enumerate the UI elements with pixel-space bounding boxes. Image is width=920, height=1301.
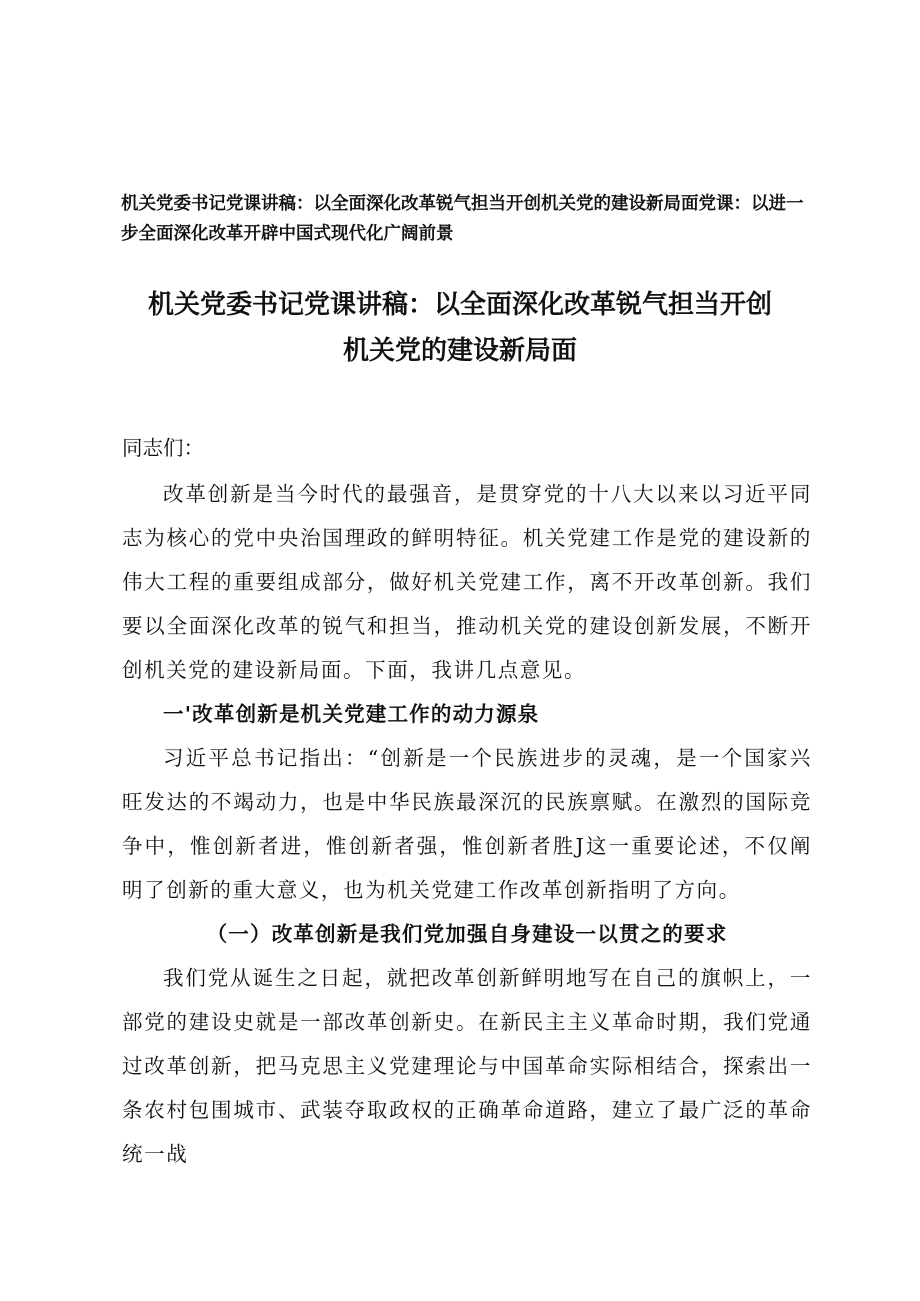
paragraph-section-1: 习近平总书记指出：“创新是一个民族进步的灵魂，是一个国家兴旺发达的不竭动力，也是中华民族最深沉的民族禀赋。在激烈的国际竞争中，惟创新者进，惟创新者强，惟创新者胜J这一重要论述，不仅阐明了创新的重大意义，也为机关党建工作改革创新指明了方向。 bbox=[122, 746, 812, 902]
paragraph-introduction: 改革创新是当今时代的最强音，是贯穿党的十八大以来以习近平同志为核心的党中央治国理政的鲜明特征。机关党建工作是党的建设新的伟大工程的重要组成部分，做好机关党建工作，离不开改革创新。我们要以全面深化改革的锐气和担当，推动机关党的建设创新发展，不断开创机关党的建设新局面。下面，我讲几点意见。 bbox=[122, 482, 812, 682]
subsection-heading-1-1: （一）改革创新是我们党加强自身建设一以贯之的要求 bbox=[206, 922, 728, 946]
title-line-1: 机关党委书记党课讲稿：以全面深化改革锐气担当开创 bbox=[147, 290, 772, 320]
document-caption: 机关党委书记党课讲稿：以全面深化改革锐气担当开创机关党的建设新局面党课：以进一步全面深化改革开辟中国式现代化广阔前景 bbox=[121, 194, 804, 244]
document-body bbox=[122, 428, 812, 1176]
paragraph-subsection-1-1: 我们党从诞生之日起，就把改革创新鲜明地写在自己的旗帜上，一部党的建设史就是一部改革创新史。在新民主主义革命时期，我们党通过改革创新，把马克思主义党建理论与中国革命实际相结合，探索出一条农村包围城市、武装夺取政权的正确革命道路，建立了最广泛的革命统一战 bbox=[122, 966, 812, 1166]
document-title bbox=[100, 282, 820, 374]
salutation: 同志们： bbox=[122, 436, 204, 460]
title-line-2: 机关党的建设新局面 bbox=[342, 336, 577, 366]
section-heading-1: 一'改革创新是机关党建工作的动力源泉 bbox=[163, 702, 540, 726]
